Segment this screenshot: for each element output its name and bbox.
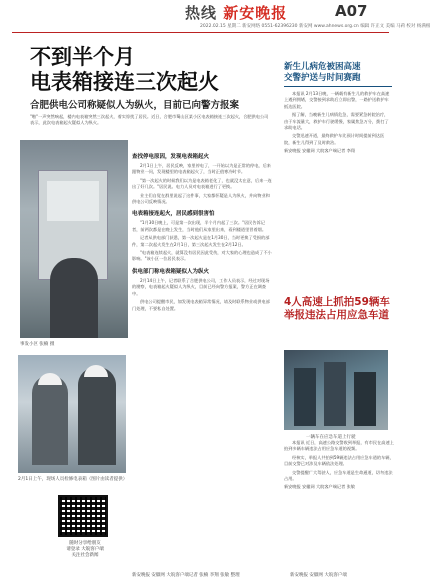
paragraph: "第一次起火的时候我们以为是电表箱老化了，也就没太在意，后来一连出了好几次。"居民说。电力人员对电表箱进行了更换。 — [132, 177, 272, 190]
building-shape — [354, 372, 376, 426]
byline: 新安晚报 安徽网 大皖客户端记者 李翔 — [284, 148, 355, 154]
photo-electric-box — [20, 140, 128, 338]
side-story-divider — [284, 86, 392, 87]
helmet-icon — [38, 373, 62, 385]
helmet-icon — [84, 365, 108, 377]
qr-code[interactable] — [58, 495, 108, 537]
masthead-info: 2022.02.15 星期二 新安网络 0551-62396230 新安网 www.ahnews.org.cn 编辑 许正文 美编 马莉 校对 杨满根 — [200, 24, 430, 29]
footer-credit-2: 新安晚报 安徽网 大皖客户端 — [290, 573, 347, 578]
worker-1 — [32, 375, 68, 465]
subheadline: 合肥供电公司称疑似人为纵火，目前已向警方报案 — [30, 100, 240, 111]
side-story-title: 新生儿病危被困高速 交警护送与时间赛跑 — [284, 62, 361, 83]
paragraph: 经核实，举报人共拍到59辆违法占用应急车道的车辆，目前交警已对涉及车辆依法处理。 — [284, 454, 394, 467]
section-heading-1: 查找停电原因，发现电表箱起火 — [132, 154, 210, 160]
side-story-2 — [284, 296, 394, 322]
headline-line-1: 不到半个月 — [30, 45, 135, 69]
building-shape — [324, 362, 346, 426]
side-story-1 — [284, 62, 392, 157]
paragraph: 记者从供电部门获悉，第一次起火是在1月30日，当时更换了受损的部件，第二次起火发生在2月1日，第三次起火发生在2月12日。 — [132, 235, 270, 247]
paragraph: 2月14日上午，记者联系了合肥供电公司，工作人员表示，经过对现场的勘察，电表箱起火疑似人为纵火，目前已经向警方报案，警方正在调查中。 — [132, 277, 270, 296]
paragraph: 交警提醒广大驾驶人，应急车道是生命通道，切勿违法占用。 — [284, 469, 393, 482]
building-shape — [294, 368, 316, 426]
side-story-2-body — [284, 440, 394, 493]
paragraph: "1月30日晚上，可是第一次出现，半个月内起了三次。"居民告诉记者，前两次都是在晚上发生，当时他们从家里出来，看到楼道里冒着烟。 — [132, 220, 267, 232]
worker-2 — [78, 367, 116, 465]
masthead-hot-label: 热线 — [185, 4, 218, 22]
masthead — [0, 0, 430, 40]
paragraph: 本报讯 近日，高速公路交警收到举报，有市民在高速上拍到多辆车辆违法占用应急车道的视频。 — [284, 440, 394, 452]
section-heading-3: 供电部门称电表箱疑似人为纵火 — [132, 268, 210, 275]
photo3-caption: 一辆车在应急车道上行驶 — [306, 435, 356, 440]
footer-credit: 新安晚报 安徽网 大皖客户端记者 张楠 李翔 张敏 整理 — [132, 573, 240, 578]
headline-line-2: 电表箱接连三次起火 — [30, 70, 219, 94]
newspaper-name: 新安晚报 — [223, 4, 288, 22]
paragraph: 业主们自觉在群里说起了这件事，大家都怀疑是人为纵火，并向物业和供电公司反映情况。 — [132, 192, 270, 205]
photo-repair-workers — [18, 355, 126, 473]
side-story-2-title: 4人高速上抓拍59辆车 举报违法占用应急车道 — [284, 296, 390, 321]
photo2-caption: 2月1日上午，现场人员检修电表箱（图片由读者提供） — [18, 477, 128, 482]
byline: 新安晚报 安徽网 大皖客户端记者 张敏 — [284, 484, 355, 490]
qr-caption: 随时分享给朋友 请登录 大皖客户端 关注社会新闻 — [66, 541, 104, 558]
paragraph: 据了解，当晚新生儿病情危急，需要紧急转院治疗，由于车流量大，救护车行驶缓慢，家属焦急万分，拨打了求助电话。 — [284, 112, 389, 131]
article-body — [132, 148, 272, 314]
section-heading-2: 电表箱接连起火，居民感到很害怕 — [132, 211, 215, 218]
person-silhouette — [50, 258, 98, 338]
photo-highway — [284, 350, 388, 430]
photo1-caption: 事发小区 张楠 摄 — [20, 342, 55, 347]
paragraph: 供电公司提醒市民，如发现电表箱异常情况，请及时联系物业或供电部门处理，不要私自处置。 — [132, 299, 270, 311]
paragraph: "电表箱连续起火，就算没有居民因此受伤，对大家的心理也造成了不小影响。"该小区一位居民表示。 — [132, 250, 272, 262]
masthead-title — [185, 2, 287, 23]
lead-paragraph: "啪"一声突然响起，楼内电表箱突然三次起火，着实惊扰了居民。近日，合肥市蜀山区某小区电表箱接连三次起火，合肥供电公司表示，此次电表箱起火疑似人为纵火。 — [30, 114, 269, 126]
paragraph: 本报讯 2月13日晚，一辆载有新生儿的救护车在高速上遇到拥堵，交警接到求助后立即出警，一路护送救护车抵达医院。 — [284, 91, 390, 109]
masthead-divider — [12, 32, 389, 33]
paragraph: 交警迅速开道，最终救护车比预计时间提前到达医院，新生儿得到了及时救治。 — [284, 133, 385, 145]
page-number: A07 — [335, 2, 368, 20]
main-headline — [30, 45, 219, 95]
paragraph: 2月1日上午，居民反映，家里停电了，一开始以为是正常的停电，后来跟物业一问，发现楼里的电表箱起火了，当时正值寒冷时节。 — [132, 163, 271, 175]
